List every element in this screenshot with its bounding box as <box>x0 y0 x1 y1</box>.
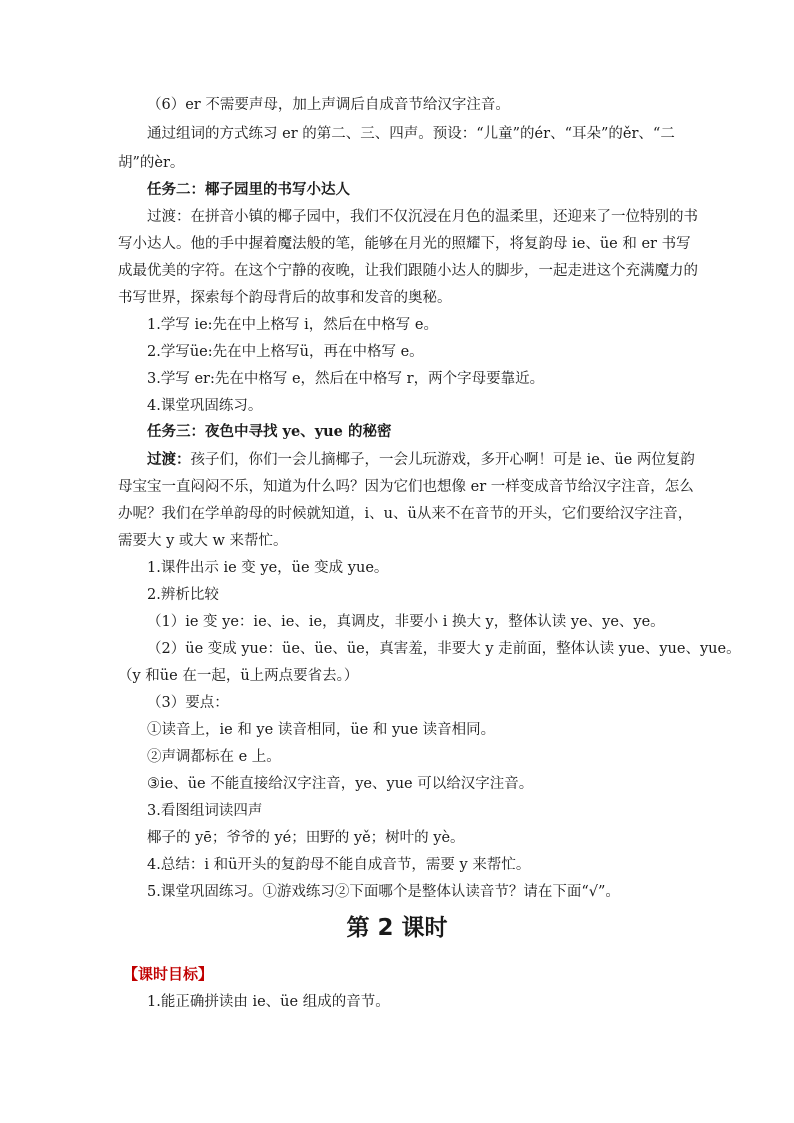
section-heading: 第 2 课时 <box>346 915 448 941</box>
goal-label: 【课时目标】 <box>123 965 214 983</box>
task-heading: 任务三：夜色中寻找 ye、yue 的秘密 <box>147 423 392 440</box>
paragraph-line: （6）er 不需要声母，加上声调后自成音节给汉字注音。 <box>147 97 510 113</box>
paragraph-line: 成最优美的字符。在这个宁静的夜晚，让我们跟随小达人的脚步，一起走进这个充满魔力的 <box>118 263 698 279</box>
paragraph-line: 过渡：在拼音小镇的椰子园中，我们不仅沉浸在月色的温柔里，还迎来了一位特别的书 <box>147 209 698 225</box>
list-item: 2.辨析比较 <box>147 587 219 603</box>
list-item: 2.学写üe:先在中上格写ü，再在中格写 e。 <box>147 344 424 360</box>
list-item: 1.学写 ie:先在中上格写 i，然后在中格写 e。 <box>147 317 438 333</box>
list-item: 5.课堂巩固练习。①游戏练习②下面哪个是整体认读音节？请在下面“√”。 <box>147 884 620 900</box>
list-item: （2）üe 变成 yue：üe、üe、üe，真害羞，非要大 y 走前面，整体认读 yue、yue、yue。 <box>147 641 741 657</box>
paragraph-line: 办呢？我们在学单韵母的时候就知道，i、u、ü从来不在音节的开头，它们要给汉字注音， <box>118 506 693 522</box>
paragraph-line <box>147 449 715 471</box>
paragraph-line: 写小达人。他的手中握着魔法般的笔，能够在月光的照耀下，将复韵母 ie、üe 和 er 书写 <box>118 236 691 252</box>
list-item: （1）ie 变 ye：ie、ie、ie，真调皮，非要小 i 换大 y，整体认读 ye、ye、ye。 <box>147 614 665 630</box>
paragraph-line: 书写世界，探索每个韵母背后的故事和发音的奥秘。 <box>118 290 452 306</box>
list-item: ③ie、üe 不能直接给汉字注音，ye、yue 可以给汉字注音。 <box>147 776 534 792</box>
goal-label-text: 课时目标 <box>138 965 199 983</box>
task-heading: 任务二：椰子园里的书写小达人 <box>147 181 350 198</box>
paragraph-line: 通过组词的方式练习 er 的第二、三、四声。预设：“儿童”的ér、“耳朵”的ěr、“二 <box>147 126 675 142</box>
list-item: 4.课堂巩固练习。 <box>147 398 263 414</box>
list-item: 椰子的 yē；爷爷的 yé；田野的 yě；树叶的 yè。 <box>147 830 465 846</box>
paragraph-text: 孩子们，你们一会儿摘椰子，一会儿玩游戏，多开心啊！可是 ie、üe 两位复韵 <box>190 452 695 468</box>
list-item: 3.学写 er:先在中格写 e，然后在中格写 r，两个字母要靠近。 <box>147 371 545 387</box>
list-item: 1.能正确拼读由 ie、üe 组成的音节。 <box>147 994 390 1010</box>
paragraph-line: 需要大 y 或大 w 来帮忙。 <box>118 533 288 549</box>
list-item: （3）要点： <box>147 695 229 711</box>
list-item: ①读音上，ie 和 ye 读音相同，üe 和 yue 读音相同。 <box>147 722 496 738</box>
list-item: 1.课件出示 ie 变 ye，üe 变成 yue。 <box>147 560 389 576</box>
list-item: 4.总结：i 和ü开头的复韵母不能自成音节，需要 y 来帮忙。 <box>147 857 531 873</box>
paragraph-line: 母宝宝一直闷闷不乐，知道为什么吗？因为它们也想像 er 一样变成音节给汉字注音，怎么 <box>118 479 694 495</box>
list-item: ②声调都标在 e 上。 <box>147 749 281 765</box>
list-item: 3.看图组词读四声 <box>147 803 263 819</box>
transition-label: 过渡： <box>147 451 191 468</box>
list-item: （y 和üe 在一起，ü上两点要省去。） <box>118 668 359 684</box>
paragraph-line: 胡”的èr。 <box>118 155 185 171</box>
